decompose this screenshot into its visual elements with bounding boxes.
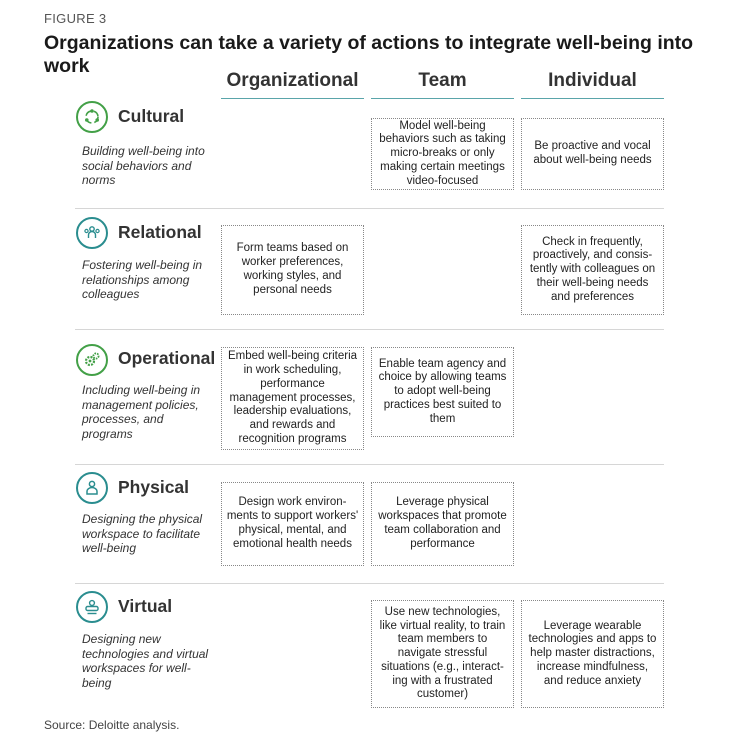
row-title-physical: Physical [118,477,190,497]
row-description-operational: Including well-being in management policies, processes, and programs [82,383,201,441]
figure-label: FIGURE 3 [44,11,107,26]
row-description-relational: Fostering well-being in relationships among colleagues [82,258,203,301]
row-divider [75,208,664,209]
row-divider [75,583,664,584]
cell-operational-team: Enable team agency and choice by allowing teams to adopt well-being practices best suited to them [371,347,514,437]
row-divider [75,464,664,465]
vr-headset-icon [76,591,108,623]
cycle-arrows-icon [76,101,108,133]
people-group-icon [76,217,108,249]
cell-cultural-individual: Be proactive and vocal about well-being needs [521,118,664,190]
figure-title: Organizations can take a variety of actions to integrate well-being into work [44,32,694,77]
row-title-cultural: Cultural [118,106,185,126]
person-icon [76,472,108,504]
column-header-team: Team [371,70,514,99]
row-title-relational: Relational [118,222,202,242]
gears-icon [76,344,108,376]
column-header-organizational: Organizational [221,70,364,99]
column-header-individual: Individual [521,70,664,99]
cell-virtual-individual: Leverage wearable technologies and apps to help master distractions, increase mindfulness, and reduce anxiety [521,600,664,708]
cell-physical-team: Leverage physical workspaces that promote team collaboration and performance [371,482,514,566]
source-note: Source: Deloitte analysis. [44,718,180,732]
row-title-virtual: Virtual [118,596,173,616]
cell-virtual-team: Use new technologies, like virtual reality, to train team members to navigate stressful situations (e.g., interact-ing with a frustrated customer) [371,600,514,708]
row-description-virtual: Designing new technologies and virtual workspaces for well-being [82,632,209,690]
cell-cultural-team: Model well-being behaviors such as taking micro-breaks or only making certain meetings video-focused [371,118,514,190]
cell-relational-organizational: Form teams based on worker preferences, working styles, and personal needs [221,225,364,315]
cell-operational-organizational: Embed well-being criteria in work scheduling, performance management processes, leadership evaluations, and rewards and recognition programs [221,347,364,450]
row-description-physical: Designing the physical workspace to facilitate well-being [82,512,203,555]
row-description-cultural: Building well-being into social behaviors and norms [82,144,205,187]
row-title-operational: Operational [118,348,216,368]
row-divider [75,329,664,330]
cell-relational-individual: Check in frequently, proactively, and consis-tently with colleagues on their well-being needs and preferences [521,225,664,315]
cell-physical-organizational: Design work environ-ments to support workers' physical, mental, and emotional health needs [221,482,364,566]
